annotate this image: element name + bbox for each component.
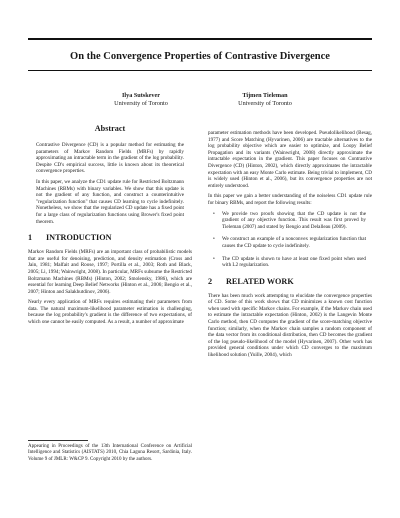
bullet-icon: • [213,236,215,243]
author-block [96,92,186,108]
bullet-icon: • [213,255,215,262]
abstract-paragraph: In this paper, we analyze the CD1 update rule for Restricted Boltzmann Machines (RBMs) with binary variables. We show that this update is not the gradient of any function, and construct a counterintuitive "regularization function" that causes CD learning to cycle indefinitely. Nonetheless, we show that the regularized CD update has a fixed point for a large class of regularization functions using Brower's fixed point theorem. [36,178,184,225]
body-paragraph: Nearly every application of MRFs requires estimating their parameters from data. The natural maximum-likelihood parameter estimation is challenging, because the log probability's gradient is the difference of two expectations, of which one cannot be easily computed. As a result, a number of approximate [28,299,192,326]
left-column [28,124,192,330]
title-bottom-rule [28,70,372,71]
footnote-rule [28,440,88,441]
section-heading-introduction [28,233,192,243]
author-name: Ilya Sutskever [122,92,160,99]
section-number: 2 [208,276,213,286]
section-title: RELATED WORK [226,276,294,286]
section-number: 1 [28,233,33,243]
paper-title: On the Convergence Properties of Contrastive Divergence [70,51,330,62]
list-item-text: The CD update is shown to have at least one fixed point when used with L2 regularization. [222,255,366,269]
author-name: Tijmen Tieleman [242,92,288,99]
list-item-text: We construct an example of a nonconvex regularization function that causes the CD update to cycle indefinitely. [222,236,366,249]
author-affiliation: University of Toronto [114,100,168,107]
results-list [208,211,372,269]
footnote [28,440,192,463]
section-title: INTRODUCTION [46,233,112,243]
author-affiliation: University of Toronto [238,100,292,107]
title-top-rule [28,38,372,40]
footnote-text: Appearing in Proceedings of the 13th International Conference on Artificial Intelligence and Statistics (AISTATS) 2010, Chia Laguna Resort, Sardinia, Italy. Volume 9 of JMLR: W&CP 9. Copyright 2010 by the authors. [28,444,192,462]
body-paragraph: Markov Random Fields (MRFs) are an important class of probabilistic models that are useful for denoising, prediction, and density estimation (Cross and Jain, 1981; Malfait and Roose, 1997; Portilla et al., 2003; Roth and Black, 2005; Li, 1994; Wainwright, 2008). In particular, MRFs subsume the Restricted Boltzmann Machines (RBMs) (Hinton, 2002; Smolensky, 1986), which are essential for learning Deep Belief Networks (Hinton et al., 2006; Bengio et al., 2007; Hinton and Salakhutdinov, 2006). [28,249,192,295]
abstract-paragraph: Contrastive Divergence (CD) is a popular method for estimating the parameters of Markov Random Fields (MRFs) by rapidly approximating an intractable term in the gradient of the log probability. Despite CD's empirical success, little is known about its theoretical convergence properties. [36,142,184,175]
body-paragraph: There has been much work attempting to elucidate the convergence properties of CD. Some of this work shows that CD minimizes a known cost function when used with specific Markov chains. For example, if the Markov chain used to estimate the intractable expectation (Hinton, 2002) is the Langevin Monte Carlo method, then CD computes the gradient of the score-matching objective function; similarly, when the Markov chain samples a random component of the data vector from its conditional distribution, then CD becomes the gradient of the log pseudo-likelihood of the model (Hyvarinen, 2007). Other work has provided general conditions under which CD converges to the maximum likelihood solution (Yuille, 2004), which [208,292,372,359]
bullet-icon: • [213,210,215,217]
list-item [208,256,372,269]
section-heading-related-work [208,277,372,287]
list-item [208,211,372,231]
body-paragraph: In this paper we gain a better understanding of the noiseless CD1 update rule for binary RBMs, and report the following results: [208,193,372,206]
author-block [220,92,310,108]
abstract-section [28,124,192,225]
body-paragraph: parameter estimation methods have been developed. Pseudolikelihood (Besag, 1977) and Score Matching (Hyvarinen, 2006) are tractable alternatives to the log probability objective which are easier to optimize, and Loopy Belief Propagation and its variants (Wainwright, 2008) directly approximate the intractable expectation in the gradient. This paper focuses on Contrastive Divergence (CD) (Hinton, 2002), which directly approximates the intractable expectation with an easy Monte Carlo estimate. Being trivial to implement, CD is widely used (Hinton et al., 2006), but its convergence properties are not entirely understood. [208,130,372,189]
abstract-heading: Abstract [94,124,126,133]
right-column [208,130,372,363]
list-item [208,236,372,249]
list-item-text: We provide two proofs showing that the CD update is not the gradient of any objective function. This result was first proved by Tieleman (2007) and stated by Bengio and Delalleau (2009). [222,210,366,230]
